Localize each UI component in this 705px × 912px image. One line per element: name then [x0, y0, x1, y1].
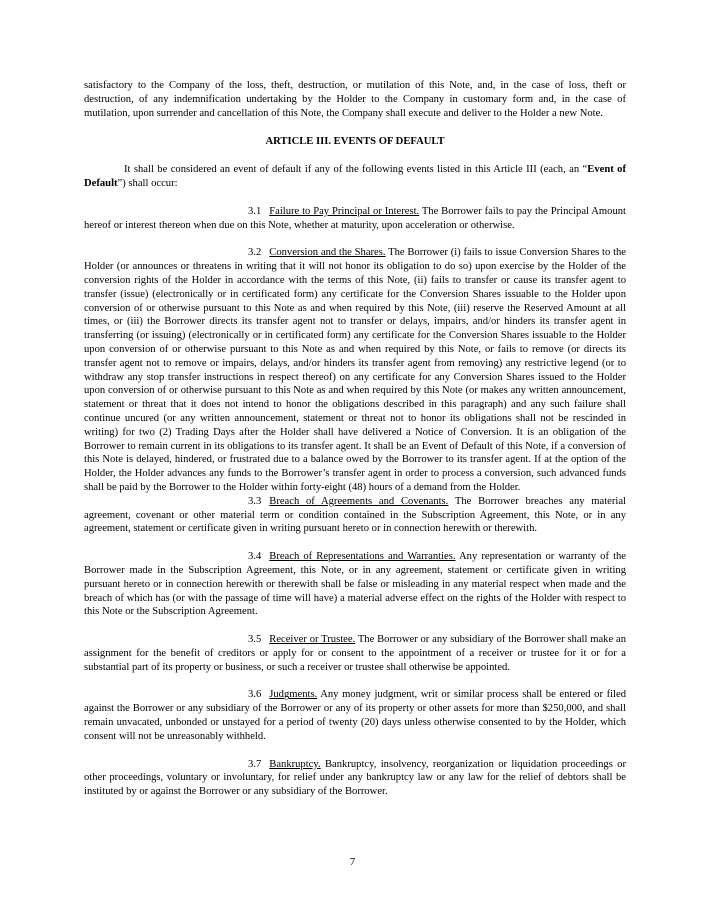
section-number: 3.1 [248, 205, 262, 217]
section-3-1 [84, 205, 626, 233]
section-title: Breach of Representations and Warranties. [269, 551, 456, 563]
section-title: Breach of Agreements and Covenants. [269, 495, 449, 507]
page-number: 7 [349, 856, 356, 868]
section-text: The Borrower (i) fails to issue Conversion Shares to the Holder (or announces or threatens in writing that it will not honor its obligation to do so) upon exercise by the Holder of the conversion rights of the Holder in accordance with the terms of this Note, (ii) fails to transfer or cause its transfer agent to transfer (issue) (electronically or in certificated form) any certificate for the Conversion Shares issuable to the Holder upon conversion of or otherwise pursuant to this Note as and when required by this Note, (iii) reserve the Reserved Amount at all times, or (iii) the Borrower directs its transfer agent not to transfer or delays, impairs, and/or hinders its transfer agent in transferring (or issuing) (electronically or in certificated form) any certificate for the Conversion Shares issuable to the Holder upon conversion of or otherwise pursuant to this Note as and when required by this Note, or fails to remove (or directs its transfer agent not to remove or impairs, delays, and/or hinders its transfer agent from removing) any restrictive legend (or to withdraw any stop transfer instructions in respect thereof) on any certificate for any Conversion Shares issued to the Holder upon conversion of or otherwise pursuant to this Note as and when required by this Note (or makes any written announcement, statement or threat that it does not intend to honor the obligations described in this paragraph) and any such failure shall continue uncured (or any written announcement, statement or threat not to honor its obligations shall not be rescinded in writing) for two (2) Trading Days after the Holder shall have delivered a Notice of Conversion. It is an obligation of the Borrower to remain current in its obligations to its transfer agent. It shall be an Event of Default of this Note, if a conversion of this Note is delayed, hindered, or frustrated due to a balance owed by the Borrower to its transfer agent. If at the option of the Holder, the Holder advances any funds to the Borrower’s transfer agent in order to process a conversion, such advanced funds shall be paid by the Borrower to the Holder within forty-eight (48) hours of a demand from the Holder. [84, 247, 627, 493]
section-3-4 [84, 550, 626, 619]
section-text: The Borrower or any subsidiary of the Borrower shall make an assignment for the benefit of creditors or apply for or consent to the appointment of a receiver or trustee for it or for a substantial part of its property or business, or such a receiver or trustee shall otherwise be appointed. [84, 634, 626, 673]
section-3-2 [84, 246, 626, 494]
section-number: 3.5 [248, 634, 262, 646]
defined-term: Event of Default [84, 164, 626, 189]
section-number: 3.3 [248, 495, 262, 507]
section-3-3 [84, 495, 626, 536]
section-number: 3.4 [248, 551, 262, 563]
intro-text-before: It shall be considered an event of default if any of the following events listed in this Article III (each, an “ [124, 164, 588, 176]
intro-paragraph [84, 163, 626, 191]
section-title: Failure to Pay Principal or Interest. [269, 205, 420, 217]
section-3-6 [84, 688, 626, 743]
section-title: Judgments. [269, 689, 318, 701]
section-3-5 [84, 633, 626, 674]
section-3-7 [84, 758, 626, 799]
document-page [84, 79, 626, 799]
section-text: Any representation or warranty of the Borrower made in the Subscription Agreement, this Note, or in any agreement, statement or certificate given in writing pursuant hereto or in connection herewith or therewith shall be false or misleading in any material respect when made and the breach of which has (or with the passage of time will have) a material adverse effect on the rights of the Holder with respect to this Note or the Subscription Agreement. [84, 551, 627, 618]
section-title: Conversion and the Shares. [269, 247, 386, 259]
section-title: Bankruptcy. [269, 758, 321, 770]
continuation-paragraph: satisfactory to the Company of the loss, theft, destruction, or mutilation of this Note, and, in the case of loss, theft or destruction, of any indemnification undertaking by the Holder to the Company in customary form and, in the case of mutilation, upon surrender and cancellation of this Note, the Company shall execute and deliver to the Holder a new Note. [84, 80, 626, 119]
section-text: The Borrower fails to pay the Principal Amount hereof or interest thereon when due on this Note, whether at maturity, upon acceleration or otherwise. [84, 205, 626, 231]
intro-text-after: ”) shall occur: [117, 177, 178, 189]
section-number: 3.2 [248, 247, 262, 259]
section-text: Bankruptcy, insolvency, reorganization or liquidation proceedings or other proceedings, voluntary or involuntary, for relief under any bankruptcy law or any law for the relief of debtors shall be instituted by or against the Borrower or any subsidiary of the Borrower. [84, 758, 626, 798]
section-title: Receiver or Trustee. [269, 634, 356, 646]
article-heading: ARTICLE III. EVENTS OF DEFAULT [265, 136, 445, 148]
section-text: Any money judgment, writ or similar process shall be entered or filed against the Borrower or any subsidiary of the Borrower or any of its property or other assets for more than $250,000, and shall remain unvacated, unbonded or unstayed for a period of twenty (20) days unless otherwise consented to by the Holder, which consent will not be unreasonably withheld. [84, 689, 626, 742]
section-number: 3.6 [248, 689, 262, 701]
section-number: 3.7 [248, 758, 262, 770]
section-text: The Borrower breaches any material agreement, covenant or other material term or condition contained in the Subscription Agreement, this Note, or in any agreement, statement or certificate given in writing pursuant hereto or in connection herewith or therewith. [84, 495, 626, 535]
